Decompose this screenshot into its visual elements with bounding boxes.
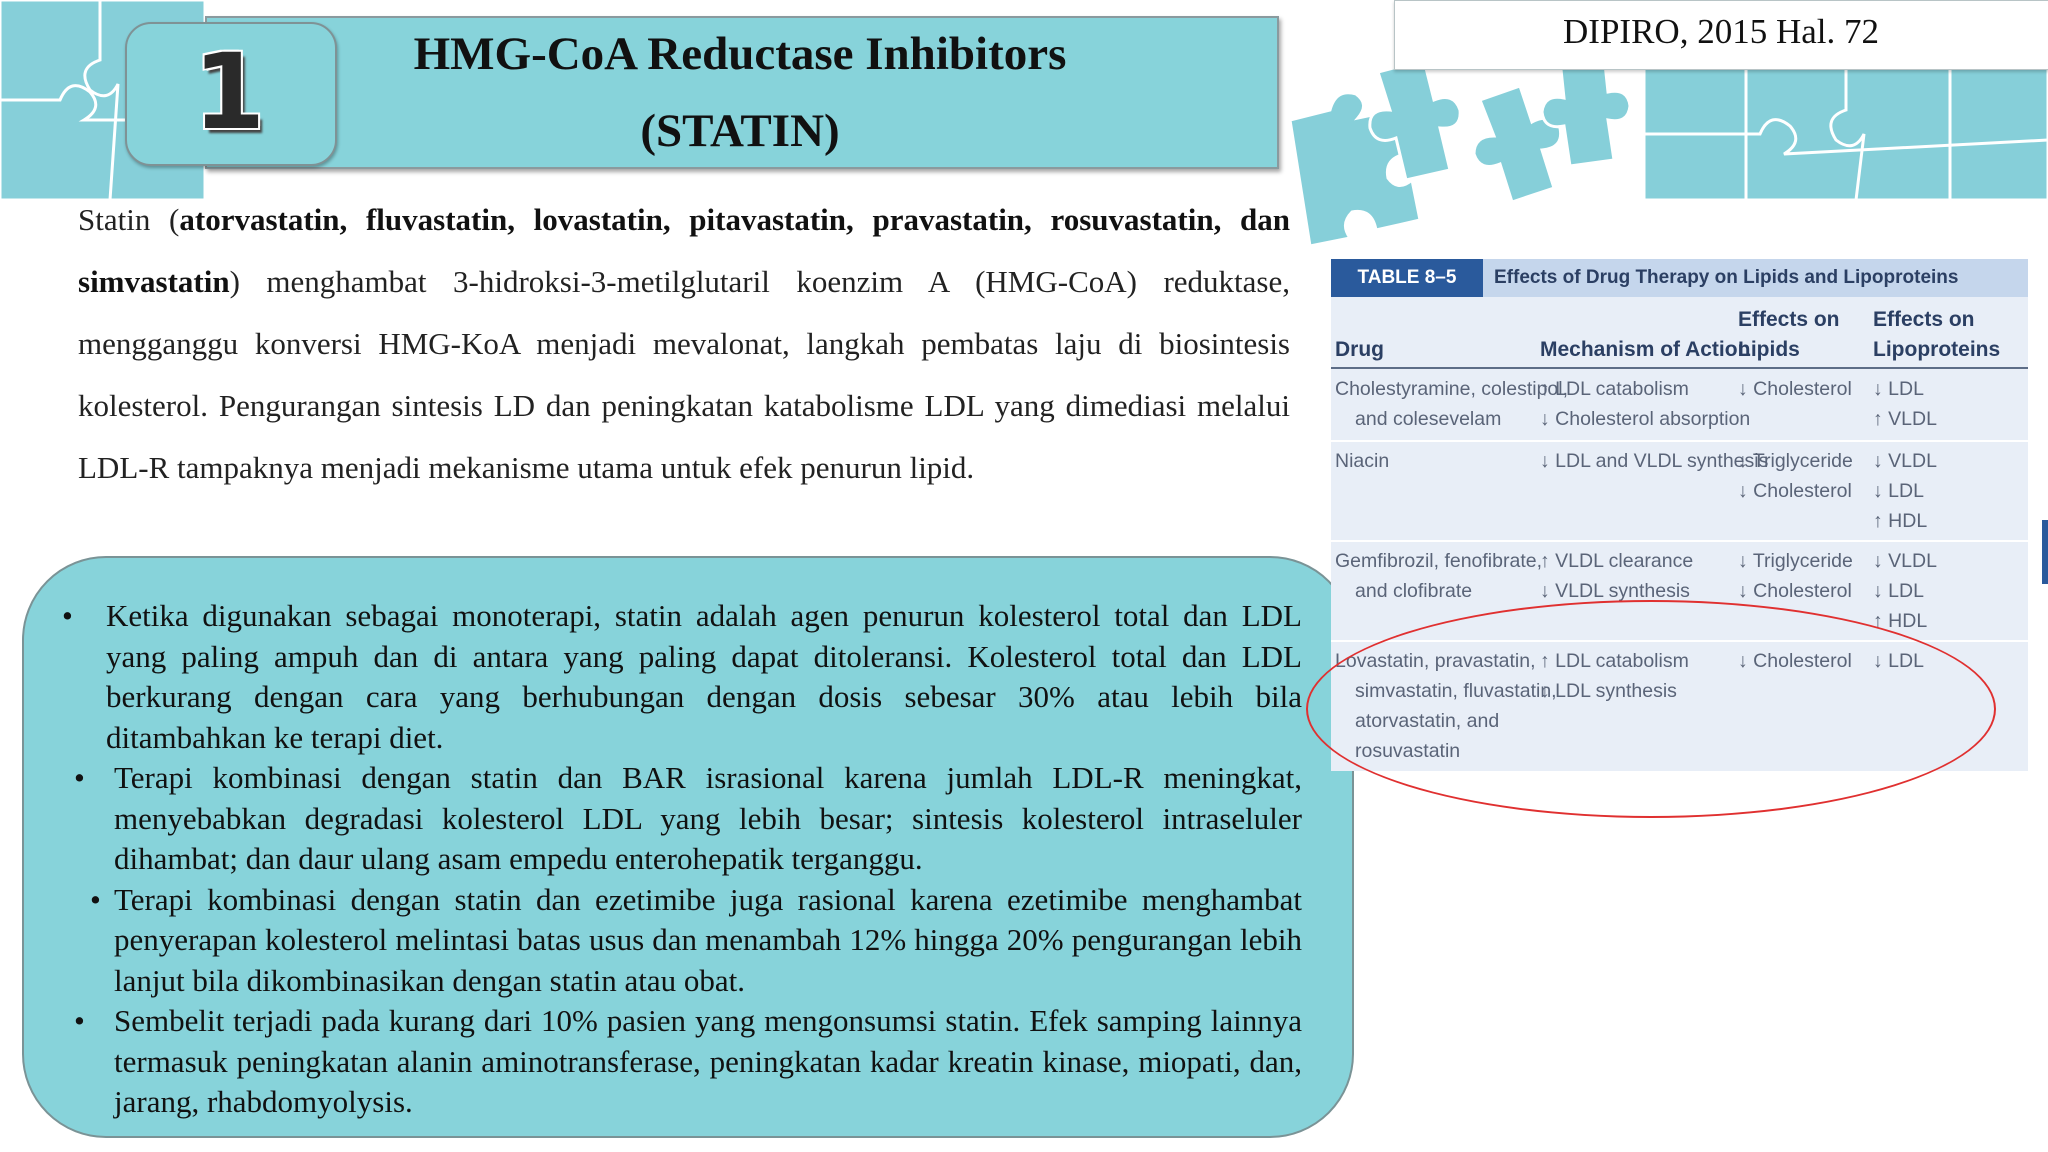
- title-line-1: HMG-CoA Reductase Inhibitors: [413, 28, 1067, 80]
- col-header-lipids-2: Lipids: [1738, 338, 1800, 361]
- statin-list: atorvastatin, fluvastatin, lovastatin, pitavastatin, pravastatin, rosuvastatin, dan simvastatin: [78, 202, 1290, 299]
- title-line-2: (STATIN): [640, 105, 840, 157]
- highlight-ellipse: [1306, 600, 1996, 818]
- intro-text-1: Statin (: [78, 202, 180, 237]
- table-cell: and clofibrate: [1355, 580, 1473, 602]
- table-cell: ↑ HDL: [1873, 610, 1928, 632]
- bullet-text: Sembelit terjadi pada kurang dari 10% pasien yang mengonsumsi statin. Efek samping lainnya termasuk peningkatan alanin aminotransferase, peningkatan kadar kreatin kinase, miopati, dan, jarang, rhabdomyolysis.: [114, 1003, 1302, 1119]
- table-cell: ↓ Cholesterol: [1738, 650, 1852, 672]
- bullet-list: [62, 596, 1302, 1123]
- bullet-text: Terapi kombinasi dengan statin dan BAR israsional karena jumlah LDL-R meningkat, menyebabkan degradasi kolesterol LDL yang lebih besar; sintesis kolesterol intraseluler dihambat; dan daur ulang asam empedu enterohepatik terganggu.: [114, 760, 1302, 876]
- table-cell: ↓ Cholesterol: [1738, 480, 1852, 502]
- table-cell: Gemfibrozil, fenofibrate,: [1335, 550, 1543, 572]
- table-cell: ↓ LDL: [1873, 480, 1924, 502]
- table-cell: Niacin: [1335, 450, 1390, 472]
- slide-title: [360, 16, 1120, 170]
- bullet-text: Ketika digunakan sebagai monoterapi, statin adalah agen penurun kolesterol total dan LDL yang paling ampuh dan di antara yang paling dapat ditoleransi. Kolesterol total dan LDL berkurang dengan cara yang berhubungan dengan dosis sebesar 30% atau lebih bila ditambahkan ke terapi diet.: [106, 598, 1302, 755]
- col-header-drug: Drug: [1335, 338, 1384, 361]
- col-header-lipo-2: Lipoproteins: [1873, 338, 2001, 361]
- table-cell: ↓ LDL: [1873, 378, 1924, 400]
- badge-number: 1: [192, 31, 266, 153]
- table-cell: ↑ LDL catabolism: [1540, 650, 1689, 672]
- table-cell: ↑ VLDL: [1873, 408, 1937, 430]
- puzzle-piece: [1542, 54, 1630, 166]
- table-cell: atorvastatin, and: [1355, 710, 1500, 732]
- table-cell: Lovastatin, pravastatin,: [1335, 650, 1536, 672]
- table-cell: ↓ LDL synthesis: [1540, 680, 1677, 702]
- table-title: Effects of Drug Therapy on Lipids and Lipoproteins: [1494, 267, 1959, 288]
- col-header-lipo-1: Effects on: [1873, 308, 1975, 331]
- table-cell: ↓ VLDL: [1873, 450, 1937, 472]
- bullet-marker: •: [90, 881, 101, 917]
- col-header-mechanism: Mechanism of Action: [1540, 338, 1751, 361]
- bullet-text: Terapi kombinasi dengan statin dan ezetimibe juga rasional karena ezetimibe menghambat penyerapan kolesterol melintasi batas usus dan menambah 12% hingga 20% pengurangan lebih lanjut bila dikombinasikan dengan statin atau obat.: [114, 881, 1302, 998]
- table-cell: ↓ Cholesterol: [1738, 378, 1852, 400]
- table-cell: ↓ Triglyceride: [1738, 550, 1853, 572]
- edge-marker: [2042, 520, 2048, 584]
- table-cell: rosuvastatin: [1355, 740, 1461, 762]
- col-header-lipids-1: Effects on: [1738, 308, 1840, 331]
- intro-text-2: ) menghambat 3-hidroksi-3-metilglutaril koenzim A (HMG-CoA) reduktase, mengganggu konversi HMG-KoA menjadi mevalonat, langkah pembatas laju di biosintesis kolesterol. Pengurangan sintesis LD dan peningkatan katabolisme LDL yang dimediasi melalui LDL-R tampaknya menjadi mekanisme utama untuk efek penurun lipid.: [78, 264, 1290, 485]
- table-cell: ↓ VLDL: [1873, 550, 1937, 572]
- bullet-marker: •: [74, 1003, 85, 1038]
- bullet-item: [62, 758, 1302, 880]
- bullet-item: [62, 1001, 1302, 1123]
- table-cell: Cholestyramine, colestipol,: [1335, 378, 1569, 400]
- table-cell: ↓ LDL: [1873, 580, 1924, 602]
- table-header-rule: [1331, 367, 2028, 369]
- intro-paragraph: [78, 189, 1290, 499]
- table-row-rule: [1331, 540, 2028, 542]
- table-cell: ↓ Cholesterol: [1738, 580, 1852, 602]
- bullet-marker: •: [62, 598, 73, 633]
- table-cell: ↑ HDL: [1873, 510, 1928, 532]
- table-number: TABLE 8–5: [1331, 259, 1483, 297]
- source-citation: DIPIRO, 2015 Hal. 72: [1563, 12, 1879, 51]
- table-cell: simvastatin, fluvastatin,: [1355, 680, 1557, 702]
- table-cell: ↓ VLDL synthesis: [1540, 580, 1690, 602]
- bullet-marker: •: [74, 760, 85, 795]
- bullet-item: [62, 596, 1302, 758]
- table-cell: ↓ Triglyceride: [1738, 450, 1853, 472]
- table-cell: ↓ LDL and VLDL synthesis: [1540, 450, 1769, 472]
- bullet-item: [62, 880, 1302, 1002]
- table-cell: ↓ Cholesterol absorption: [1540, 408, 1751, 430]
- table-cell: ↓ LDL: [1873, 650, 1924, 672]
- table-cell: ↑ LDL catabolism: [1540, 378, 1689, 400]
- table-cell: ↑ VLDL clearance: [1540, 550, 1694, 572]
- table-cell: and colesevelam: [1355, 408, 1502, 430]
- table-row-rule: [1331, 440, 2028, 442]
